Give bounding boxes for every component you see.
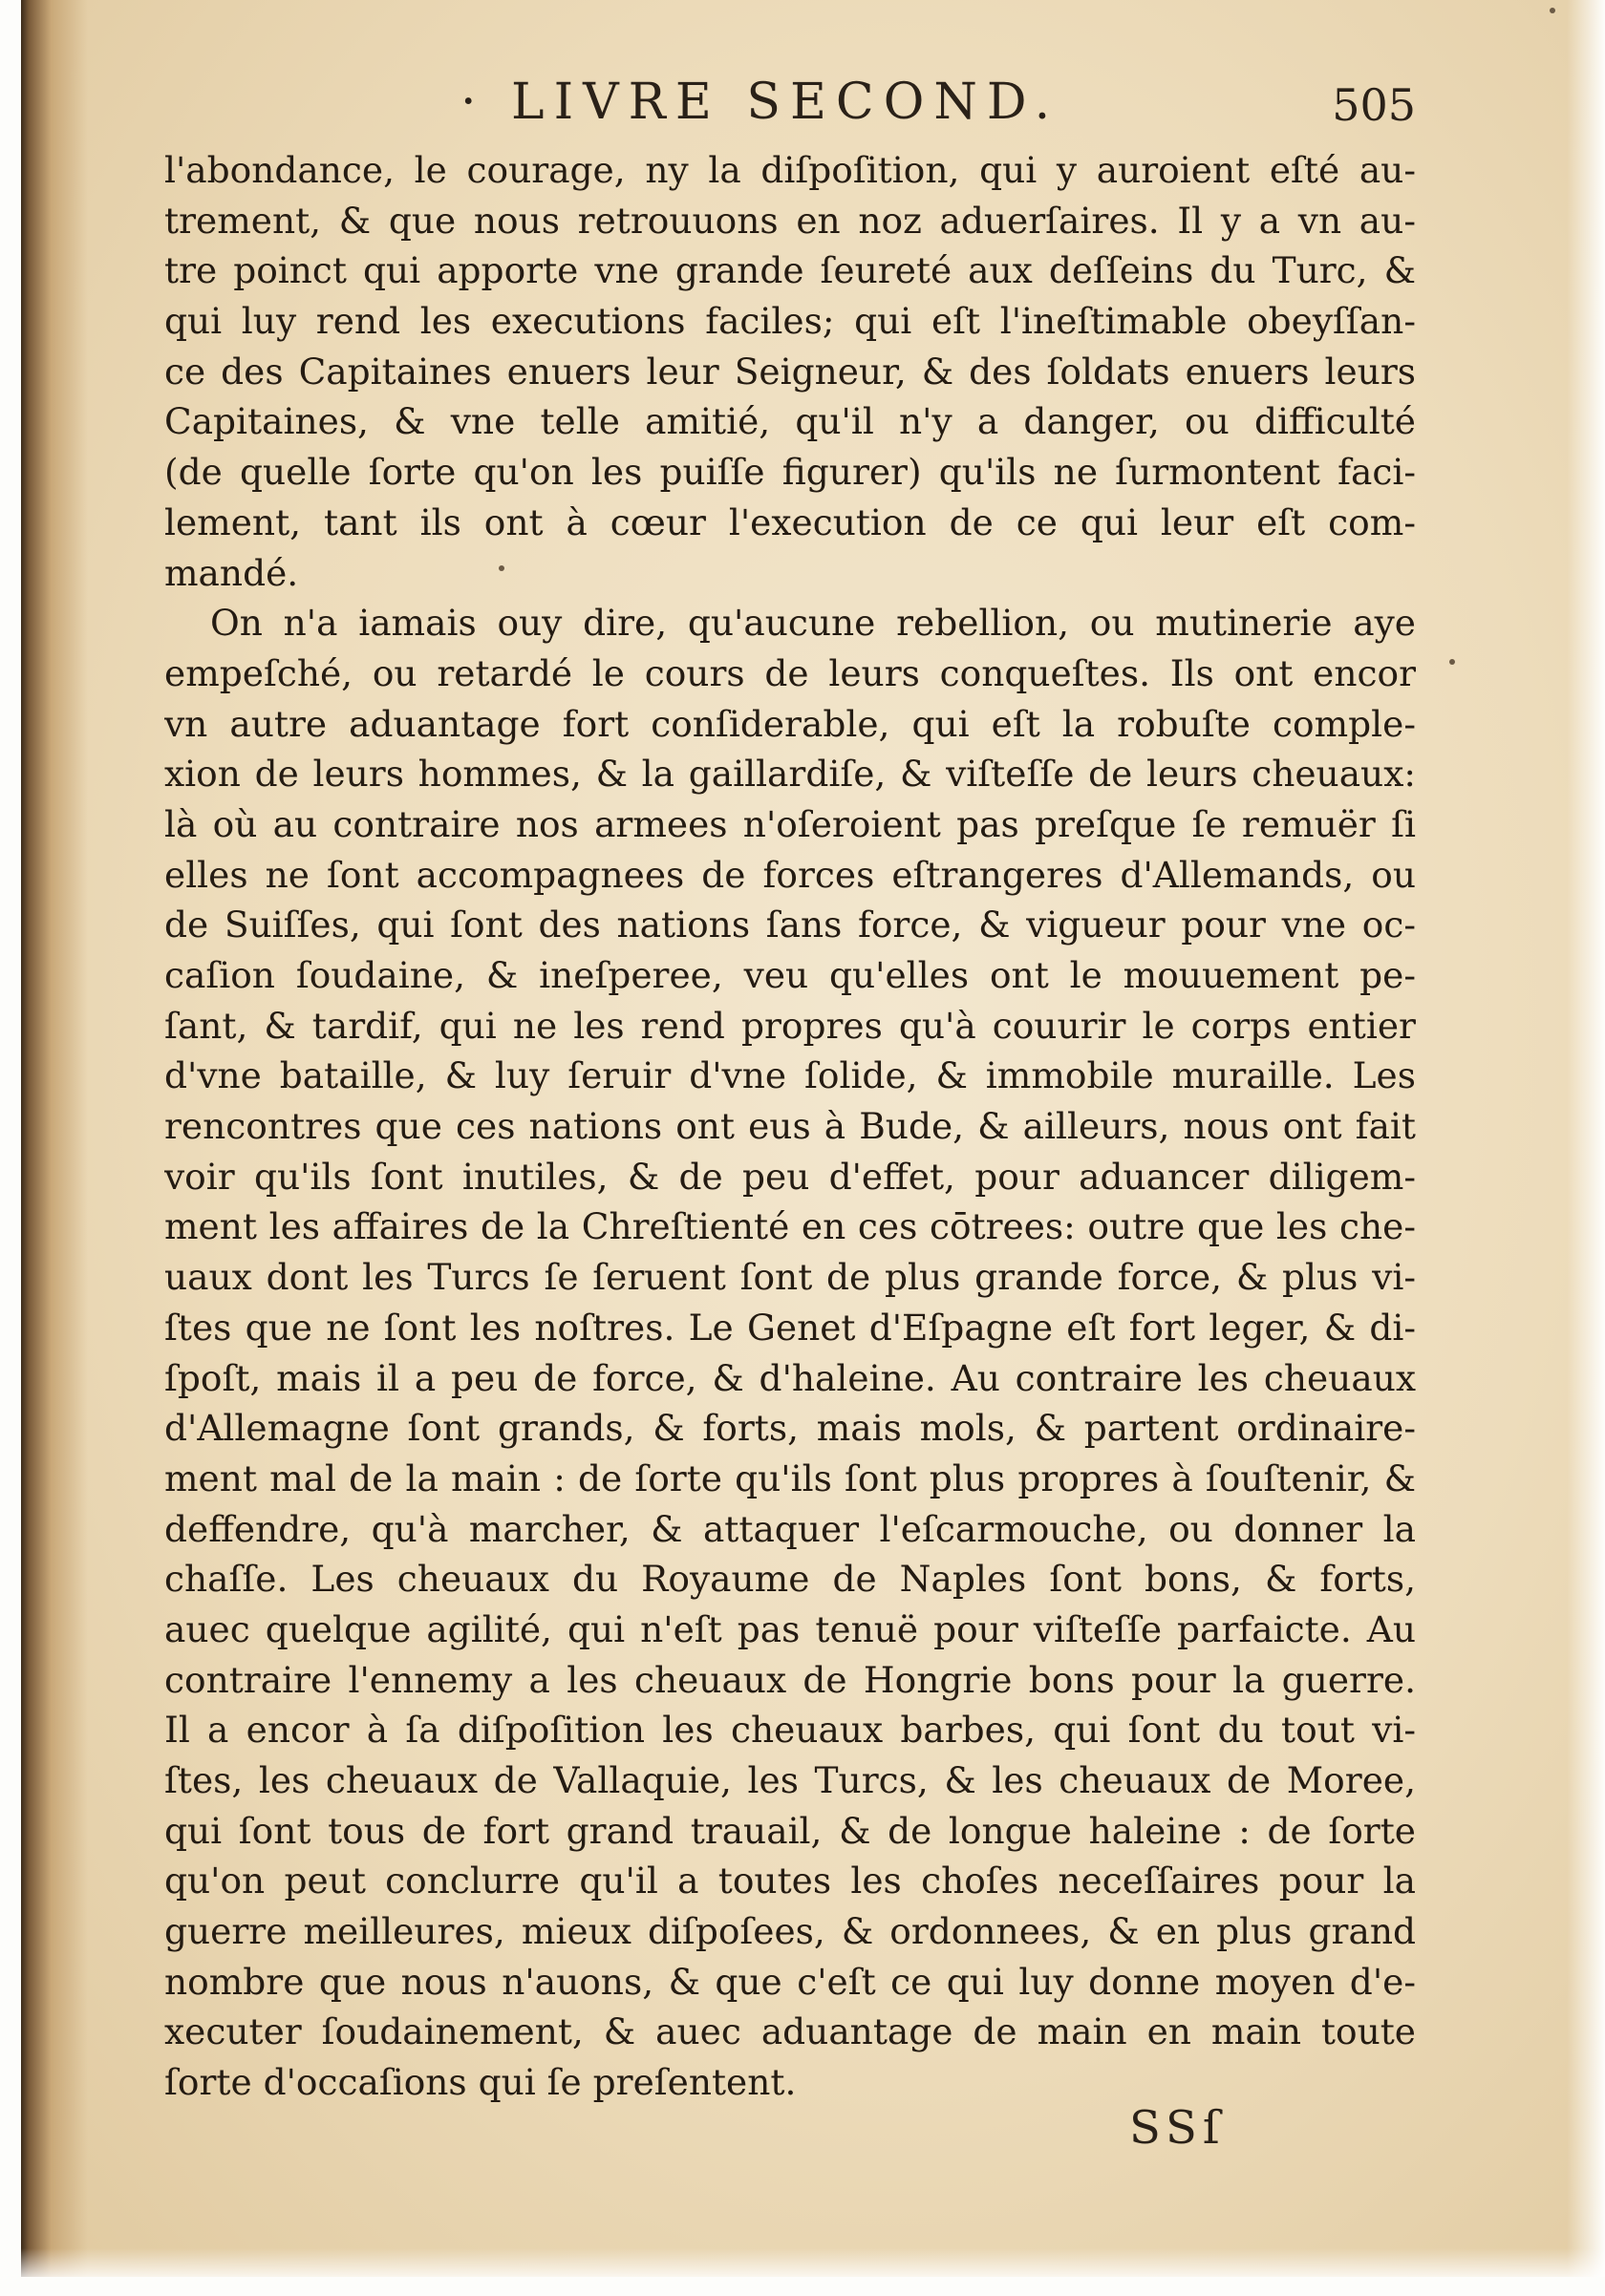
text-line: là où au contraire nos armees n'oſeroient pas preſque ſe remuër ſi — [164, 802, 1416, 845]
main-text — [164, 145, 1416, 2108]
text-line: auec quelque agilité, qui n'eſt pas tenuë pour viſteſſe parfaicte. Au — [164, 1607, 1416, 1650]
text-line: ce des Capitaines enuers leur Seigneur, & des ſoldats enuers leurs — [164, 350, 1416, 393]
text-line: qui ſont tous de fort grand trauail, & de longue haleine : de ſorte — [164, 1809, 1416, 1852]
text-line: chaſſe. Les cheuaux du Royaume de Naples ſont bons, & forts, — [164, 1558, 1416, 1601]
text-line: voir qu'ils ſont inutiles, & de peu d'effet, pour aduancer diligem- — [164, 1155, 1416, 1198]
text-line: ment mal de la main : de ſorte qu'ils ſont plus propres à ſouſtenir, & — [164, 1456, 1416, 1499]
text-line: ſtes, les cheuaux de Vallaquie, les Turcs, & les cheuaux de Moree, — [164, 1759, 1416, 1801]
page-bottom-edge — [21, 2248, 1605, 2277]
text-line: elles ne ſont accompagnees de forces eſtrangeres d'Allemands, ou — [164, 853, 1416, 896]
text-line: empeſché, ou retardé le cours de leurs conqueſtes. Ils ont encor — [164, 651, 1416, 694]
page-edge — [1567, 0, 1605, 2277]
ink-speck — [1449, 659, 1455, 665]
book-page — [21, 0, 1605, 2277]
paragraph-1 — [164, 145, 1416, 598]
text-line: deffendre, qu'à marcher, & attaquer l'eſcarmouche, ou donner la — [164, 1507, 1416, 1550]
text-line: d'Allemagne ſont grands, & forts, mais mols, & partent ordinaire- — [164, 1407, 1416, 1450]
page-number: 505 — [1332, 79, 1416, 131]
text-line: guerre meilleures, mieux diſpoſees, & ordonnees, & en plus grand — [164, 1910, 1416, 1953]
text-line: d'vne bataille, & luy ſeruir d'vne ſolide, & immobile muraille. Les — [164, 1054, 1416, 1097]
text-line: rencontres que ces nations ont eus à Bude, & ailleurs, nous ont fait — [164, 1105, 1416, 1148]
text-line: ſorte d'occaſions qui ſe preſentent. — [164, 2061, 797, 2104]
running-title: · LIVRE SECOND. — [460, 74, 1060, 131]
text-line: xion de leurs hommes, & la gaillardiſe, & viſteſſe de leurs cheuaux: — [164, 753, 1416, 796]
spine-shadow — [21, 0, 88, 2277]
text-line: contraire l'ennemy a les cheuaux de Hongrie bons pour la guerre. — [164, 1658, 1416, 1701]
text-line: ſpoſt, mais il a peu de force, & d'haleine. Au contraire les cheuaux — [164, 1356, 1416, 1399]
text-line: mandé. — [164, 551, 299, 594]
text-line: vn autre aduantage fort conſiderable, qui eſt la robuſte comple- — [164, 702, 1416, 745]
signature-mark: SSſ — [1129, 2101, 1226, 2155]
text-line: caſion ſoudaine, & ineſperee, veu qu'elles ont le mouuement pe- — [164, 954, 1416, 996]
text-line: ment les affaires de la Chreſtienté en ces cōtrees: outre que les che- — [164, 1205, 1416, 1248]
text-line: tre poinct qui apporte vne grande ſeureté aux deſſeins du Turc, & — [164, 249, 1416, 292]
text-line: uaux dont les Turcs ſe ſeruent ſont de plus grande force, & plus vi- — [164, 1256, 1416, 1299]
text-line: nombre que nous n'auons, & que c'eſt ce qui luy donne moyen d'e- — [164, 1960, 1416, 2003]
text-line: de Suiſſes, qui ſont des nations ſans force, & vigueur pour vne oc- — [164, 904, 1416, 946]
text-line: trement, & que nous retrouuons en noz aduerſaires. Il y a vn au- — [164, 199, 1416, 242]
text-line: On n'a iamais ouy dire, qu'aucune rebellion, ou mutinerie aye — [210, 602, 1416, 645]
text-line: qui luy rend les executions faciles; qui eſt l'ineſtimable obeyſſan- — [164, 300, 1416, 343]
text-line: qu'on peut conclurre qu'il a toutes les choſes neceſſaires pour la — [164, 1860, 1416, 1903]
text-line: xecuter ſoudainement, & auec aduantage de main en main toute — [164, 2010, 1416, 2053]
text-line: lement, tant ils ont à cœur l'execution de ce qui leur eſt com- — [164, 500, 1416, 543]
ink-speck — [1550, 8, 1555, 13]
text-line: l'abondance, le courage, ny la diſpoſition, qui y auroient eſté au- — [164, 149, 1416, 191]
text-line: (de quelle ſorte qu'on les puiſſe figurer) qu'ils ne ſurmontent faci- — [164, 451, 1416, 494]
text-line: Il a encor à ſa diſpoſition les cheuaux barbes, qui ſont du tout vi- — [164, 1709, 1416, 1752]
running-header — [164, 69, 1416, 136]
text-line: ſtes que ne ſont les noſtres. Le Genet d'Eſpagne eſt fort leger, & di- — [164, 1306, 1416, 1349]
paragraph-2 — [164, 598, 1416, 2108]
text-line: Capitaines, & vne telle amitié, qu'il n'y a danger, ou difficulté — [164, 400, 1416, 443]
text-line: ſant, & tardif, qui ne les rend propres qu'à couurir le corps entier — [164, 1004, 1416, 1047]
